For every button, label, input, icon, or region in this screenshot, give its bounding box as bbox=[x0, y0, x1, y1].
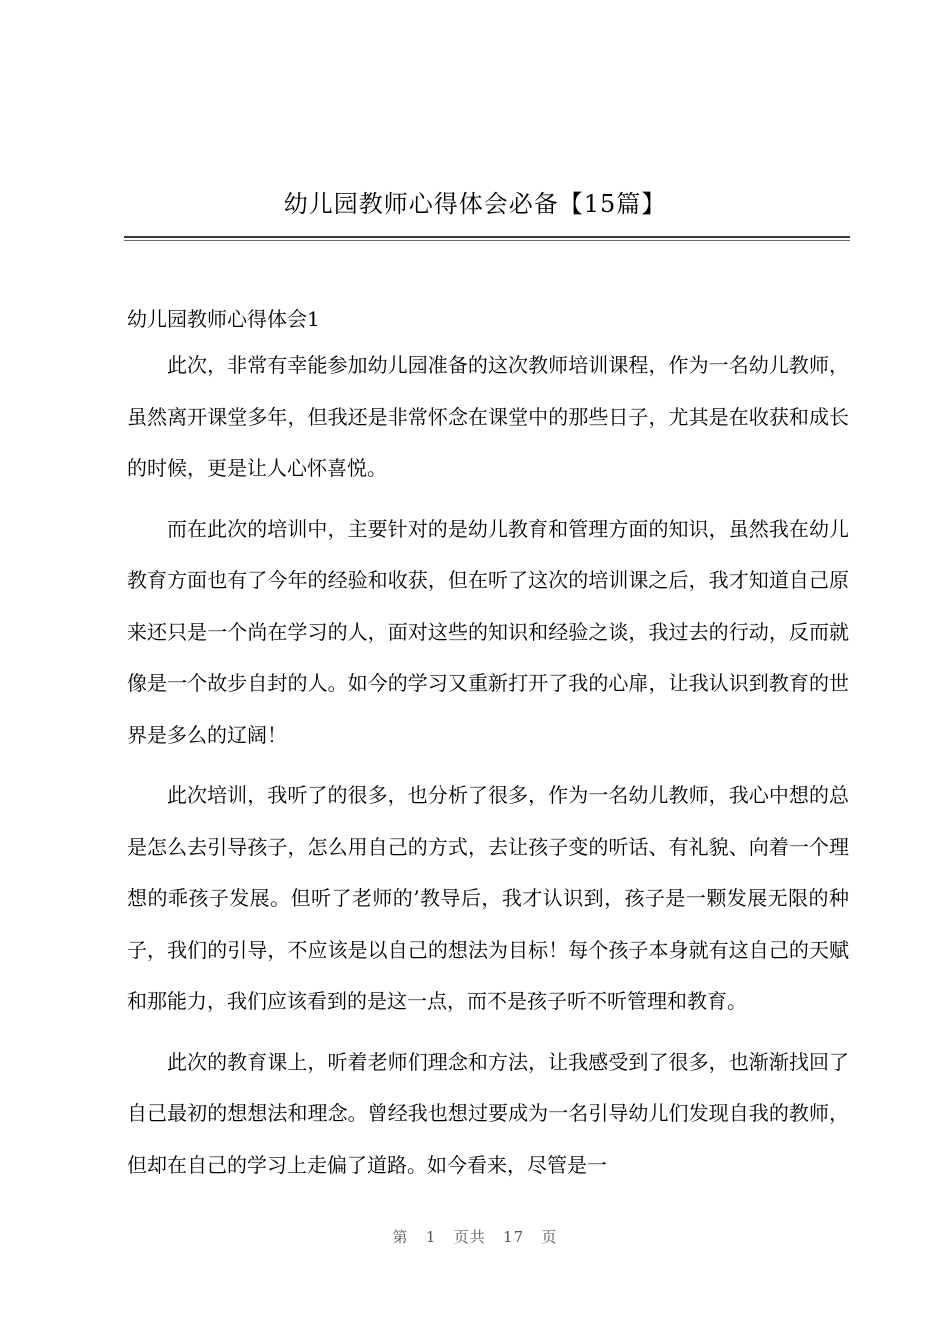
document-title: 幼儿园教师心得体会必备【15篇】 bbox=[283, 190, 667, 218]
document-body bbox=[127, 298, 849, 1200]
title-divider-thin bbox=[124, 240, 850, 241]
footer-total-pages: 17 bbox=[503, 1228, 525, 1246]
footer-middle: 页共 bbox=[453, 1228, 486, 1246]
paragraph-1: 此次，非常有幸能参加幼儿园准备的这次教师培训课程，作为一名幼儿教师，虽然离开课堂多年，但我还是非常怀念在课堂中的那些日子，尤其是在收获和成长的时候，更是让人心怀喜悦。 bbox=[127, 353, 849, 480]
footer-prefix: 第 bbox=[392, 1228, 409, 1246]
paragraph-2: 而在此次的培训中，主要针对的是幼儿教育和管理方面的知识，虽然我在幼儿教育方面也有了今年的经验和收获，但在听了这次的培训课之后，我才知道自己原来还只是一个尚在学习的人，面对这些的知识和经验之谈，我过去的行动，反而就像是一个故步自封的人。如今的学习又重新打开了我的心扉，让我认识到教育的世界是多么的辽阔！ bbox=[127, 516, 849, 747]
page-footer bbox=[0, 1226, 950, 1247]
footer-page-number: 1 bbox=[425, 1228, 437, 1246]
paragraph-3: 此次培训，我听了的很多，也分析了很多，作为一名幼儿教师，我心中想的总是怎么去引导孩子，怎么用自己的方式，去让孩子变的听话、有礼貌、向着一个理想的乖孩子发展。但听了老师的’教导后，我才认识到，孩子是一颗发展无限的种子，我们的引导，不应该是以自己的想法为目标！每个孩子本身就有这自己的天赋和那能力，我们应该看到的是这一点，而不是孩子听不听管理和教育。 bbox=[127, 783, 849, 1013]
section-heading: 幼儿园教师心得体会1 bbox=[127, 307, 320, 331]
footer-suffix: 页 bbox=[541, 1228, 558, 1246]
paragraph-4: 此次的教育课上，听着老师们理念和方法，让我感受到了很多，也渐渐找回了自己最初的想想法和理念。曾经我也想过要成为一名引导幼儿们发现自我的教师，但却在自己的学习上走偏了道路。如今看来，尽管是一 bbox=[127, 1049, 849, 1177]
title-divider bbox=[124, 236, 850, 238]
